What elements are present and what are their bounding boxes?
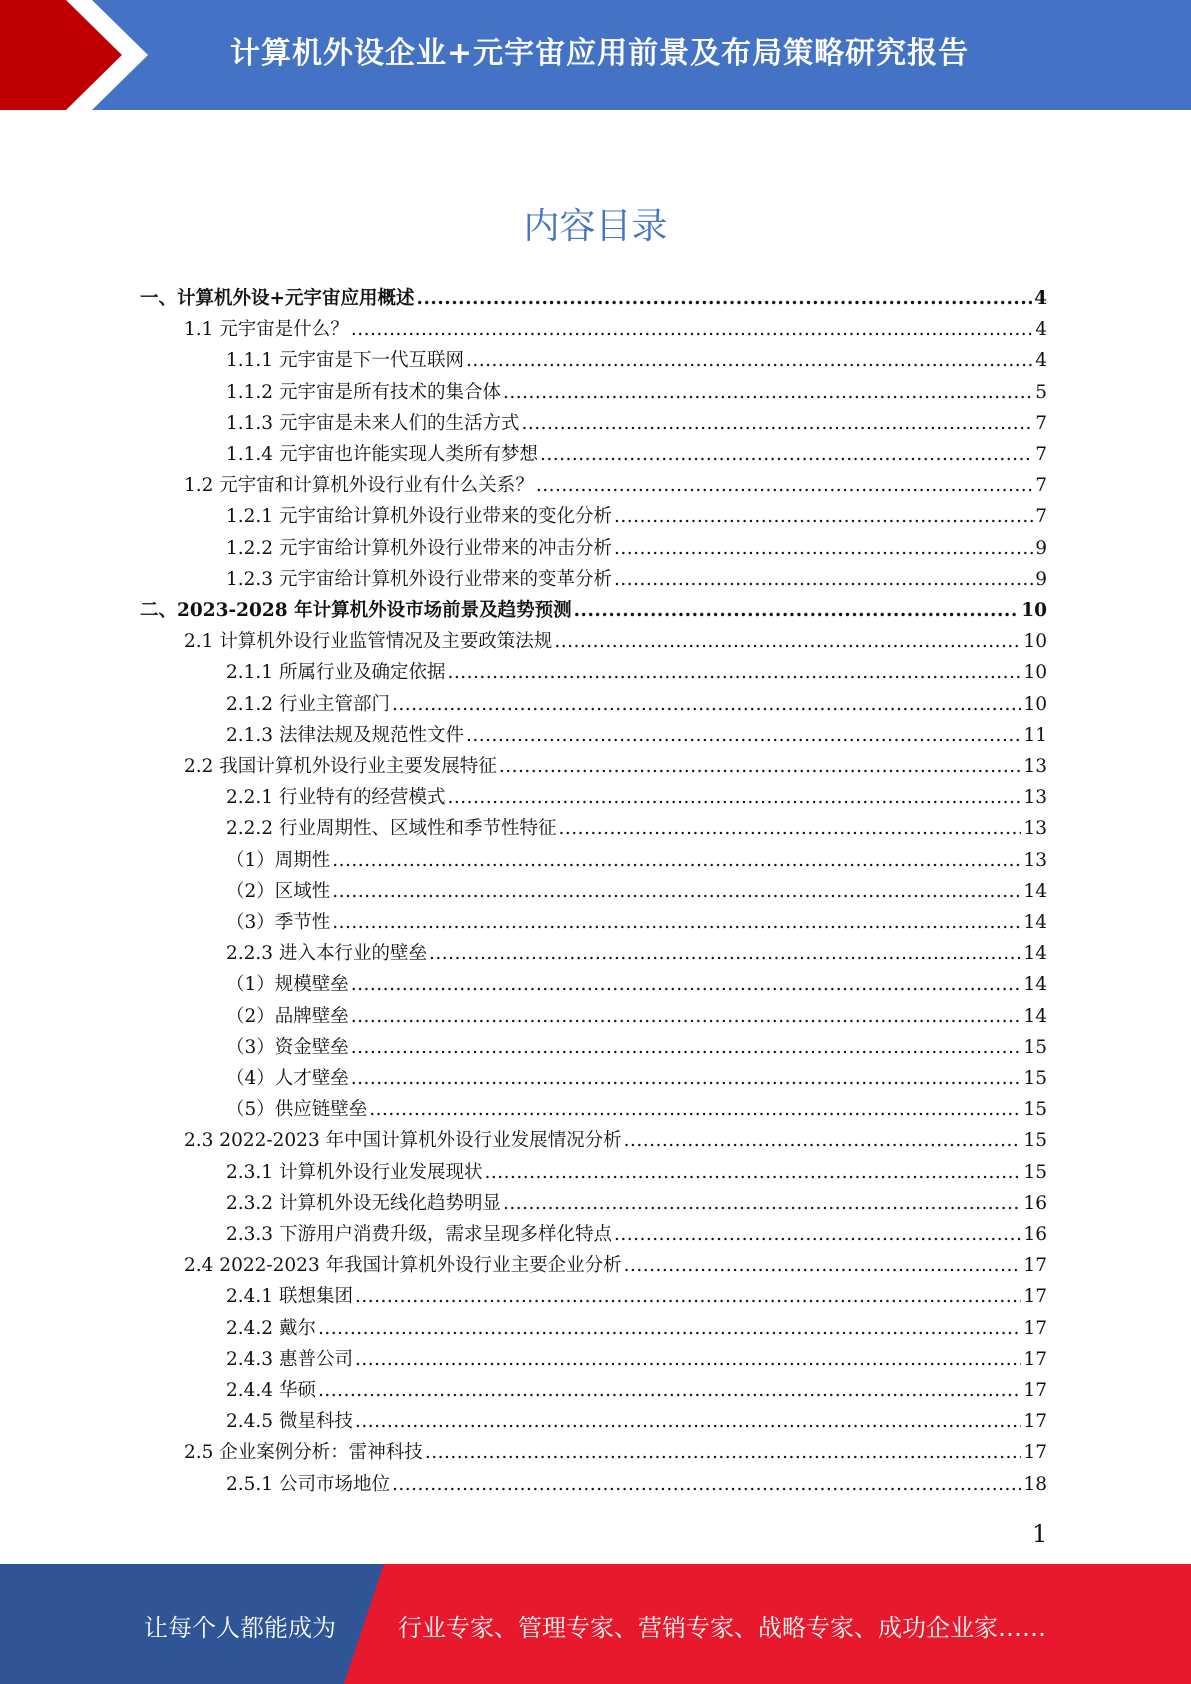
toc-entry-label: 2.1.3 法律法规及规范性文件 xyxy=(226,724,464,746)
toc-entry[interactable] xyxy=(226,658,1047,688)
toc-leader-dots xyxy=(499,756,1022,777)
toc-entry-page: 13 xyxy=(1023,787,1047,809)
toc-entry-page: 13 xyxy=(1023,756,1047,777)
toc-entry-page: 10 xyxy=(1023,662,1047,684)
toc-entry-label: 2.5.1 公司市场地位 xyxy=(226,1473,390,1495)
toc-entry-label: 2.2.2 行业周期性、区域性和季节性特征 xyxy=(226,818,557,840)
toc-entry[interactable] xyxy=(226,502,1047,532)
toc-entry-label: 2.4.1 联想集团 xyxy=(226,1286,353,1308)
toc-entry-page: 7 xyxy=(1035,506,1047,528)
toc-entry[interactable] xyxy=(140,284,1047,314)
toc-entry[interactable] xyxy=(140,596,1047,626)
toc-entry-label: 2.1.2 行业主管部门 xyxy=(226,693,390,715)
toc-leader-dots xyxy=(614,538,1033,559)
toc-entry-page: 5 xyxy=(1035,381,1047,403)
toc-entry-page: 16 xyxy=(1023,1192,1047,1214)
toc-entry-page: 14 xyxy=(1023,1005,1047,1027)
toc-leader-dots xyxy=(355,1349,1022,1370)
toc-entry[interactable] xyxy=(226,1407,1047,1437)
toc-leader-dots xyxy=(558,818,1021,839)
toc-entry-page: 4 xyxy=(1035,319,1047,341)
toc-entry-page: 13 xyxy=(1023,818,1047,840)
toc-entry[interactable] xyxy=(184,627,1047,657)
toc-entry-label: 2.4.2 戴尔 xyxy=(226,1317,316,1339)
toc-leader-dots xyxy=(351,1006,1022,1027)
toc-leader-dots xyxy=(318,1318,1022,1339)
toc-entry[interactable] xyxy=(226,534,1047,564)
toc-leader-dots xyxy=(351,319,1033,340)
toc-leader-dots xyxy=(624,1130,1022,1151)
toc-entry-label: 一、计算机外设+元宇宙应用概述 xyxy=(140,288,415,309)
toc-entry-label: 2.3.2 计算机外设无线化趋势明显 xyxy=(226,1192,501,1214)
toc-leader-dots xyxy=(351,974,1022,995)
toc-entry[interactable] xyxy=(226,783,1047,813)
toc-entry-page: 15 xyxy=(1023,1130,1047,1152)
toc-leader-dots xyxy=(540,444,1033,465)
toc-entry[interactable] xyxy=(226,1314,1047,1344)
toc-entry-page: 10 xyxy=(1023,693,1047,715)
toc-entry-page: 17 xyxy=(1023,1442,1047,1464)
toc-entry[interactable] xyxy=(226,346,1047,376)
toc-entry-label: 1.1 元宇宙是什么？ xyxy=(184,319,349,341)
toc-leader-dots xyxy=(466,350,1033,371)
toc-entry[interactable] xyxy=(226,1002,1047,1032)
toc-entry[interactable] xyxy=(226,814,1047,844)
toc-entry[interactable] xyxy=(226,877,1047,907)
toc-entry[interactable] xyxy=(226,1376,1047,1406)
toc-entry-label: 2.4.3 惠普公司 xyxy=(226,1348,353,1370)
toc-entry[interactable] xyxy=(226,1470,1047,1500)
toc-entry-page: 9 xyxy=(1035,568,1047,590)
toc-entry-page: 14 xyxy=(1023,943,1047,965)
toc-entry[interactable] xyxy=(226,1345,1047,1375)
toc-leader-dots xyxy=(332,881,1021,902)
toc-entry-label: 2.2 我国计算机外设行业主要发展特征 xyxy=(184,756,497,777)
toc-leader-dots xyxy=(332,850,1021,871)
toc-leader-dots xyxy=(614,569,1033,590)
footer-slogan-right: 行业专家、管理专家、营销专家、战略专家、成功企业家…… xyxy=(398,1614,1046,1642)
toc-entry[interactable] xyxy=(226,721,1047,751)
toc-leader-dots xyxy=(574,600,1020,621)
header-title: 计算机外设企业+元宇宙应用前景及布局策略研究报告 xyxy=(230,36,970,71)
header-arrow-decoration xyxy=(0,0,200,110)
toc-entry-page: 11 xyxy=(1023,724,1047,746)
toc-leader-dots xyxy=(351,1068,1022,1089)
toc-leader-dots xyxy=(614,506,1033,527)
toc-entry-label: 2.4.5 微星科技 xyxy=(226,1411,353,1433)
toc-entry[interactable] xyxy=(226,378,1047,408)
toc-entry-label: （2）区域性 xyxy=(226,880,331,902)
toc-leader-dots xyxy=(503,382,1033,403)
toc-entry-page: 17 xyxy=(1023,1348,1047,1370)
toc-entry-page: 18 xyxy=(1023,1473,1047,1495)
toc-entry-label: （3）资金壁垒 xyxy=(226,1036,349,1058)
toc-entry[interactable] xyxy=(226,970,1047,1000)
toc-entry[interactable] xyxy=(226,690,1047,720)
toc-leader-dots xyxy=(503,1193,1021,1214)
page-number: 1 xyxy=(1032,1520,1048,1548)
toc-leader-dots xyxy=(447,787,1021,808)
toc-entry-label: 2.2.3 进入本行业的壁垒 xyxy=(226,943,427,965)
toc-leader-dots xyxy=(429,943,1021,964)
toc-entry[interactable] xyxy=(184,1126,1047,1156)
toc-entry[interactable] xyxy=(226,939,1047,969)
toc-entry-label: （5）供应链壁垒 xyxy=(226,1099,368,1121)
toc-entry[interactable] xyxy=(226,1033,1047,1063)
toc-entry[interactable] xyxy=(226,908,1047,938)
toc-leader-dots xyxy=(355,1286,1022,1307)
toc-entry-label: （4）人才壁垒 xyxy=(226,1068,349,1089)
toc-entry-label: 2.2.1 行业特有的经营模式 xyxy=(226,787,446,809)
toc-entry[interactable] xyxy=(184,315,1047,345)
toc-entry-label: 1.2 元宇宙和计算机外设行业有什么关系？ xyxy=(184,475,534,497)
toc-entry-page: 17 xyxy=(1023,1317,1047,1339)
footer-banner xyxy=(0,1564,1191,1684)
toc-leader-dots xyxy=(466,725,1021,746)
toc-entry[interactable] xyxy=(226,565,1047,595)
toc-entry[interactable] xyxy=(226,440,1047,470)
toc-entry[interactable] xyxy=(184,471,1047,501)
toc-leader-dots xyxy=(351,1037,1022,1058)
toc-entry[interactable] xyxy=(226,1158,1047,1188)
toc-heading: 内容目录 xyxy=(523,206,668,247)
toc-entry[interactable] xyxy=(226,1189,1047,1219)
toc-entry-page: 14 xyxy=(1023,880,1047,902)
toc-entry-label: 二、2023-2028 年计算机外设市场前景及趋势预测 xyxy=(140,600,572,621)
toc-entry-page: 10 xyxy=(1023,631,1047,653)
toc-entry[interactable] xyxy=(226,409,1047,439)
toc-entry[interactable] xyxy=(184,1251,1047,1281)
toc-entry-page: 9 xyxy=(1035,537,1047,559)
toc-entry-label: （2）品牌壁垒 xyxy=(226,1005,349,1027)
toc-entry-page: 13 xyxy=(1023,849,1047,871)
toc-entry-label: （1）周期性 xyxy=(226,849,331,871)
toc-entry-label: 2.1.1 所属行业及确定依据 xyxy=(226,662,446,684)
toc-leader-dots xyxy=(355,1411,1022,1432)
toc-entry-label: 2.3.3 下游用户消费升级，需求呈现多样化特点 xyxy=(226,1224,612,1245)
toc-leader-dots xyxy=(392,1474,1021,1495)
toc-entry-label: （3）季节性 xyxy=(226,912,331,933)
toc-leader-dots xyxy=(624,1255,1022,1276)
toc-leader-dots xyxy=(332,912,1021,933)
toc-entry-page: 17 xyxy=(1023,1411,1047,1433)
toc-entry-page: 4 xyxy=(1034,288,1047,309)
toc-entry-page: 15 xyxy=(1023,1099,1047,1121)
toc-leader-dots xyxy=(417,288,1033,309)
toc-entry-label: 1.1.3 元宇宙是未来人们的生活方式 xyxy=(226,412,520,434)
toc-entry-label: 1.1.1 元宇宙是下一代互联网 xyxy=(226,350,464,372)
toc-entry-page: 17 xyxy=(1023,1286,1047,1308)
toc-entry-label: 1.2.2 元宇宙给计算机外设行业带来的冲击分析 xyxy=(226,537,612,559)
header-banner xyxy=(0,0,1191,110)
toc-leader-dots xyxy=(536,475,1033,496)
toc-entry-label: 1.1.4 元宇宙也许能实现人类所有梦想 xyxy=(226,444,538,465)
toc-entry[interactable] xyxy=(226,1282,1047,1312)
toc-leader-dots xyxy=(392,694,1021,715)
toc-entry-page: 4 xyxy=(1035,350,1047,372)
toc-entry-page: 15 xyxy=(1023,1036,1047,1058)
footer-slogan-left: 让每个人都能成为 xyxy=(144,1614,336,1642)
toc-entry-page: 15 xyxy=(1023,1161,1047,1183)
toc-entry-label: 2.4.4 华硕 xyxy=(226,1380,316,1401)
toc-entry-label: 2.3 2022-2023 年中国计算机外设行业发展情况分析 xyxy=(184,1130,622,1152)
toc-leader-dots xyxy=(554,631,1021,652)
toc-leader-dots xyxy=(369,1099,1021,1120)
toc-entry-label: （1）规模壁垒 xyxy=(226,974,349,996)
toc-entry[interactable] xyxy=(184,1438,1047,1468)
toc-leader-dots xyxy=(447,662,1021,683)
toc-entry-label: 2.3.1 计算机外设行业发展现状 xyxy=(226,1161,483,1183)
toc-entry[interactable] xyxy=(226,1064,1047,1094)
toc-leader-dots xyxy=(521,413,1033,434)
toc-entry-page: 15 xyxy=(1023,1068,1047,1089)
toc-entry[interactable] xyxy=(226,1095,1047,1125)
toc-leader-dots xyxy=(318,1380,1022,1401)
toc-entry-page: 10 xyxy=(1021,600,1047,621)
toc-entry-label: 2.5 企业案例分析：雷神科技 xyxy=(184,1442,423,1464)
toc-entry-label: 1.1.2 元宇宙是所有技术的集合体 xyxy=(226,381,501,403)
toc-entry-page: 14 xyxy=(1023,974,1047,996)
toc-entry[interactable] xyxy=(226,1220,1047,1250)
toc-leader-dots xyxy=(614,1224,1021,1245)
toc-entry-label: 1.2.1 元宇宙给计算机外设行业带来的变化分析 xyxy=(226,506,612,528)
toc-leader-dots xyxy=(425,1442,1022,1463)
toc-entry-page: 17 xyxy=(1023,1255,1047,1277)
toc-leader-dots xyxy=(484,1162,1021,1183)
toc-entry-page: 17 xyxy=(1023,1380,1047,1401)
toc-entry-label: 1.2.3 元宇宙给计算机外设行业带来的变革分析 xyxy=(226,568,612,590)
toc-entry-page: 14 xyxy=(1023,912,1047,933)
toc-entry[interactable] xyxy=(226,846,1047,876)
toc-entry-page: 7 xyxy=(1035,475,1047,497)
toc-entry-page: 7 xyxy=(1035,444,1047,465)
toc-entry-page: 7 xyxy=(1035,412,1047,434)
toc-entry-label: 2.4 2022-2023 年我国计算机外设行业主要企业分析 xyxy=(184,1255,622,1277)
toc-entry[interactable] xyxy=(184,752,1047,782)
toc-entry-page: 16 xyxy=(1023,1224,1047,1245)
toc-entry-label: 2.1 计算机外设行业监管情况及主要政策法规 xyxy=(184,631,553,653)
